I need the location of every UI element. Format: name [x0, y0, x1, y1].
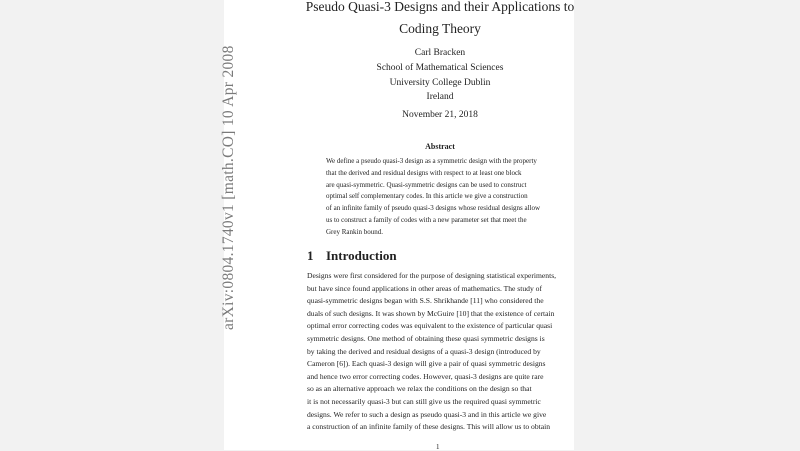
abstract-line: of an infinite family of pseudo quasi-3 designs whose residual designs allow: [326, 204, 541, 213]
body-line: Designs were first considered for the purpose of designing statistical experiments,: [307, 271, 557, 280]
paper-date: November 21, 2018: [402, 110, 478, 120]
abstract-body: [326, 156, 556, 239]
body-line: and hence two error correcting codes. However, quasi-3 designs are quite rare: [307, 371, 544, 381]
affiliation-university: University College Dublin: [389, 78, 491, 88]
section-title: Introduction: [326, 248, 397, 263]
affiliation-country: Ireland: [426, 92, 454, 102]
body-line: it is not necessarily quasi-3 but can still give us the required quasi symmetric: [307, 396, 541, 406]
abstract-heading: Abstract: [425, 142, 455, 151]
abstract-line: us to construct a family of codes with a new parameter set that meet the: [326, 215, 527, 224]
page-number: 1: [436, 443, 440, 451]
abstract-line: Grey Rankin bound.: [326, 227, 383, 236]
author-name: Carl Bracken: [414, 48, 466, 58]
section-number: 1: [307, 248, 314, 263]
body-line: Cameron [6]). Each quasi-3 design will give a pair of quasi symmetric designs: [307, 359, 546, 369]
body-line: a construction of an infinite family of these designs. This will allow us to obtain: [307, 422, 551, 432]
paper-title-line-1: Pseudo Quasi-3 Designs and their Applications to: [305, 0, 575, 14]
body-line: symmetric designs. One method of obtaining these quasi symmetric designs is: [307, 333, 545, 343]
abstract-line: are quasi-symmetric. Quasi-symmetric designs can be used to construct: [326, 180, 527, 189]
body-line: so as an alternative approach we relax the conditions on the design so that: [307, 384, 532, 394]
affiliation-school: School of Mathematical Sciences: [376, 63, 504, 73]
abstract-line: that the derived and residual designs with respect to at least one block: [326, 168, 522, 177]
introduction-body: [307, 270, 575, 434]
body-line: by taking the derived and residual designs of a quasi-3 design (introduced by: [307, 346, 541, 356]
body-line: quasi-symmetric designs began with S.S. Shrikhande [11] who considered the: [307, 296, 544, 306]
body-line: but have since found applications in other areas of mathematics. The study of: [307, 283, 542, 293]
paper-title-line-2: Coding Theory: [399, 21, 481, 36]
body-line: duals of such designs. It was shown by McGuire [10] that the existence of certain: [307, 308, 555, 318]
body-line: optimal error correcting codes was equivalent to the existence of particular quasi: [307, 321, 553, 331]
section-heading: [307, 248, 397, 264]
abstract-line: optimal self complementary codes. In this article we give a construction: [326, 192, 528, 201]
abstract-line: We define a pseudo quasi-3 design as a symmetric design with the property: [326, 157, 537, 165]
arxiv-identifier: arXiv:0804.1740v1 [math.CO] 10 Apr 2008: [220, 45, 237, 330]
body-line: designs. We refer to such a design as pseudo quasi-3 and in this article we give: [307, 409, 547, 419]
